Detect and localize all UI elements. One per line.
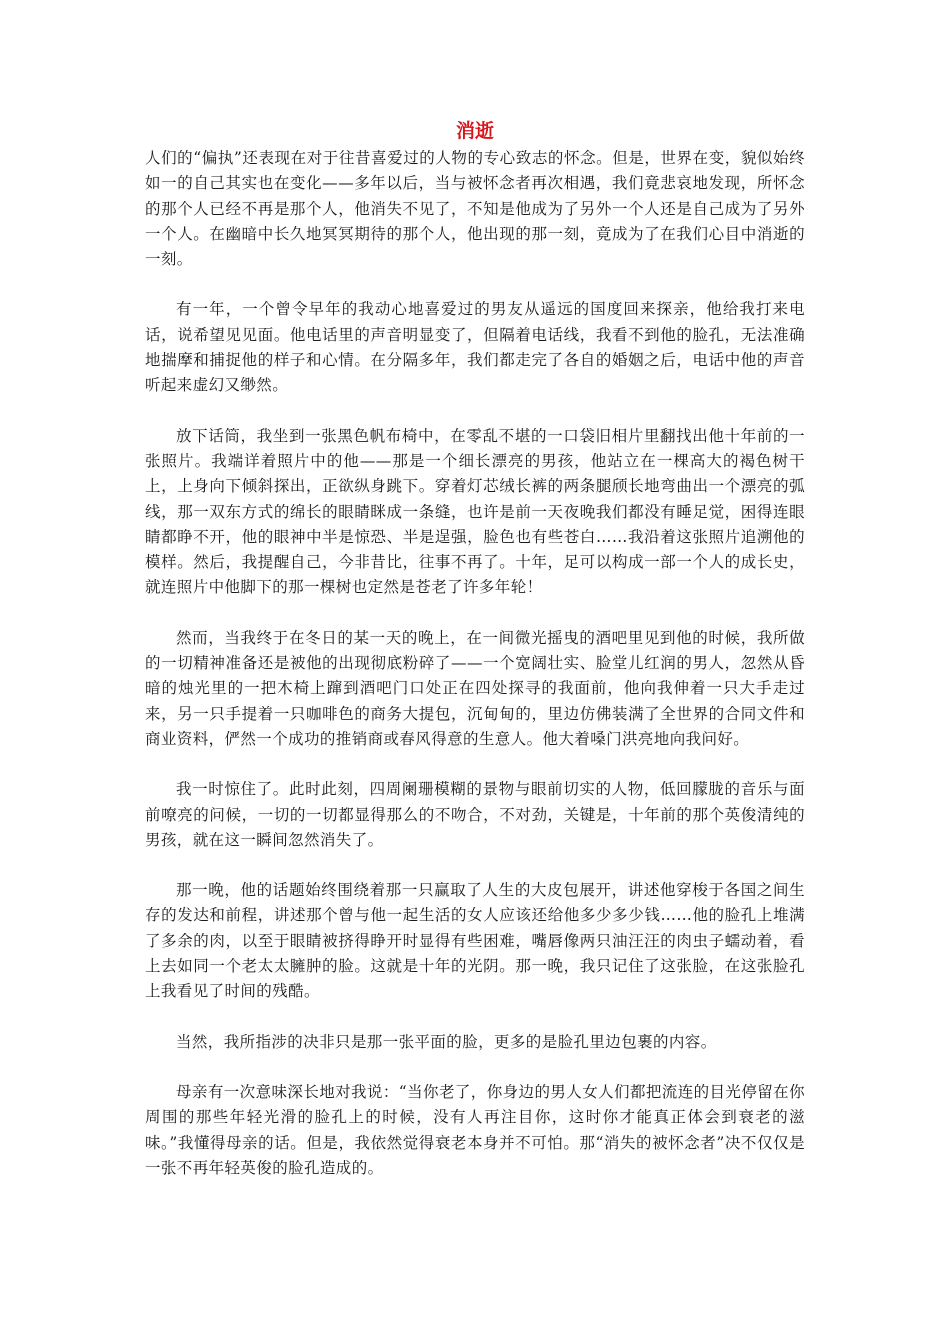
paragraph-gap xyxy=(145,1055,805,1080)
paragraph-3: 放下话筒，我坐到一张黑色帆布椅中，在零乱不堪的一口袋旧相片里翻找出他十年前的一张照片。我端详着照片中的他——那是一个细长漂亮的男孩，他站立在一棵高大的褐色树干上，上身向下倾斜探出，正欲纵身跳下。穿着灯芯绒长裤的两条腿颀长地弯曲出一个漂亮的弧线，那一双东方式的绵长的眼睛眯成一条缝，也许是前一天夜晚我们都没有睡足觉，困得连眼睛都睁不开，他的眼神中半是惊恐、半是逞强，脸色也有些苍白……我沿着这张照片追溯他的模样。然后，我提醒自己，今非昔比，往事不再了。十年，足可以构成一部一个人的成长史，就连照片中他脚下的那一棵树也定然是苍老了许多年轮！ xyxy=(145,426,805,597)
paragraph-1: 人们的“偏执”还表现在对于往昔喜爱过的人物的专心致志的怀念。但是，世界在变，貌似始终如一的自己其实也在变化——多年以后，当与被怀念者再次相遇，我们竟悲哀地发现，所怀念的那个人已经不再是那个人，他消失不见了，不知是他成为了另外一个人还是自己成为了另外一个人。在幽暗中长久地冥冥期待的那个人，他出现的那一刻，竟成为了在我们心目中消逝的一刻。 xyxy=(145,149,805,269)
paragraph-5: 我一时惊住了。此时此刻，四周阑珊模糊的景物与眼前切实的人物，低回朦胧的音乐与面前嘹亮的问候，一切的一切都显得那么的不吻合，不对劲，关键是，十年前的那个英俊清纯的男孩，就在这一瞬间忽然消失了。 xyxy=(145,780,805,849)
paragraph-gap xyxy=(145,601,805,626)
paragraph-8: 母亲有一次意味深长地对我说：“当你老了，你身边的男人女人们都把流连的目光停留在你周围的那些年轻光滑的脸孔上的时候，没有人再注目你，这时你才能真正体会到衰老的滋味。”我懂得母亲的话。但是，我依然觉得衰老本身并不可怕。那“消失的被怀念者”决不仅仅是一张不再年轻英俊的脸孔造成的。 xyxy=(145,1082,805,1177)
paragraph-gap xyxy=(145,1005,805,1030)
paragraph-gap xyxy=(145,272,805,297)
paragraph-gap xyxy=(145,399,805,424)
paragraph-gap xyxy=(145,752,805,777)
paragraph-gap xyxy=(145,853,805,878)
document-title: 消逝 xyxy=(455,120,494,142)
paragraph-2: 有一年，一个曾令早年的我动心地喜爱过的男友从遥远的国度回来探亲，他给我打来电话，说希望见见面。他电话里的声音明显变了，但隔着电话线，我看不到他的脸孔，无法准确地揣摩和捕捉他的样子和心情。在分隔多年，我们都走完了各自的婚姻之后，电话中他的声音听起来虚幻又缈然。 xyxy=(145,300,805,395)
paragraph-6: 那一晚，他的话题始终围绕着那一只赢取了人生的大皮包展开，讲述他穿梭于各国之间生存的发达和前程，讲述那个曾与他一起生活的女人应该还给他多少多少钱……他的脸孔上堆满了多余的肉，以至于眼睛被挤得睁开时显得有些困难，嘴唇像两只油汪汪的肉虫子蠕动着，看上去如同一个老太太臃肿的脸。这就是十年的光阴。那一晚，我只记住了这张脸，在这张脸孔上我看见了时间的残酷。 xyxy=(145,881,805,1001)
paragraph-7: 当然，我所指涉的决非只是那一张平面的脸，更多的是脸孔里边包裹的内容。 xyxy=(176,1032,717,1051)
paragraph-4: 然而，当我终于在冬日的某一天的晚上，在一间微光摇曳的酒吧里见到他的时候，我所做的一切精神准备还是被他的出现彻底粉碎了——一个宽阔壮实、脸堂儿红润的男人，忽然从昏暗的烛光里的一把木椅上蹿到酒吧门口处正在四处探寻的我面前，他向我伸着一只大手走过来，另一只手提着一只咖啡色的商务大提包，沉甸甸的，里边仿佛装满了全世界的合同文件和商业资料，俨然一个成功的推销商或春风得意的生意人。他大着嗓门洪亮地向我问好。 xyxy=(145,628,805,748)
document-page xyxy=(145,118,805,1181)
